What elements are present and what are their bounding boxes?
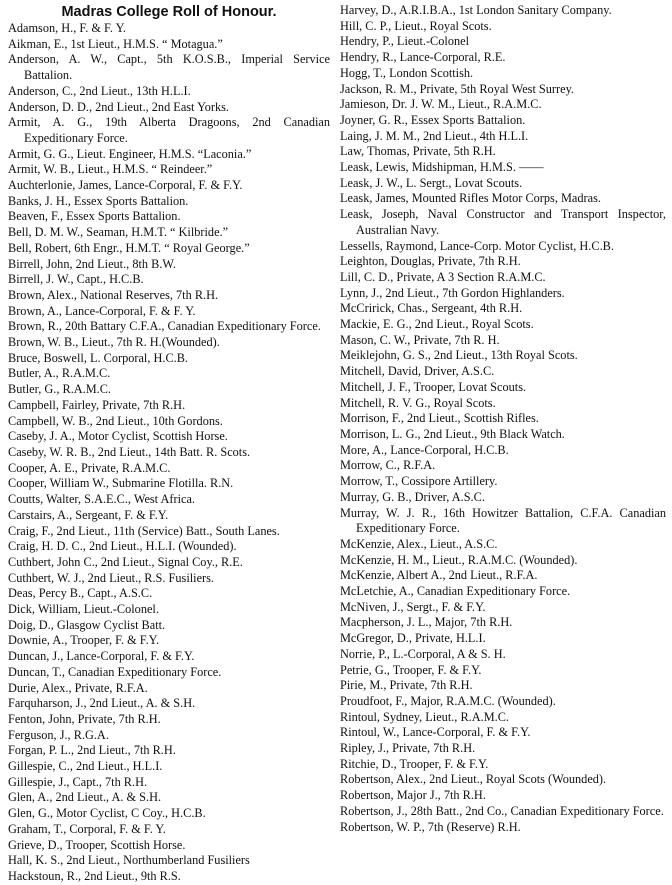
- honour-entry: Cooper, William W., Submarine Flotilla. R.N.: [8, 476, 234, 491]
- honour-entry: Butler, G., R.A.M.C.: [8, 382, 112, 397]
- honour-entry: Campbell, W. B., 2nd Lieut., 10th Gordons.: [8, 413, 223, 428]
- honour-entry: Meiklejohn, G. S., 2nd Lieut., 13th Royal Scots.: [340, 348, 578, 363]
- honour-entry: Craig, F., 2nd Lieut., 11th (Service) Batt., South Lanes.: [8, 523, 280, 538]
- honour-entry: Hackstoun, R., 2nd Lieut., 9th R.S.: [8, 868, 181, 883]
- honour-entry: Norrie, P., L.-Corporal, A & S. H.: [340, 646, 506, 661]
- honour-entry: Murray, W. J. R., 16th Howitzer Battalion, C.F.A. Canadian Expeditionary Force.: [340, 505, 666, 536]
- honour-entry: Hill, C. P., Lieut., Royal Scots.: [340, 18, 492, 33]
- honour-entry: Mackie, E. G., 2nd Lieut., Royal Scots.: [340, 317, 534, 332]
- honour-entry: McLetchie, A., Canadian Expeditionary Force.: [340, 584, 571, 599]
- honour-entry: Leask, James, Mounted Rifles Motor Corps, Madras.: [340, 191, 601, 206]
- honour-entry: McCririck, Chas., Sergeant, 4th R.H.: [340, 301, 523, 316]
- honour-entry: Bell, Robert, 6th Engr., H.M.T. “ Royal George.”: [8, 240, 250, 255]
- honour-entry: Auchterlonie, James, Lance-Corporal, F. & F.Y.: [8, 178, 243, 193]
- honour-entry: Bell, D. M. W., Seaman, H.M.T. “ Kilbride.”: [8, 225, 229, 240]
- honour-entry: Butler, A., R.A.M.C.: [8, 366, 111, 381]
- honour-entry: Brown, W. B., Lieut., 7th R. H.(Wounded).: [8, 335, 220, 350]
- honour-entry: Leask, Lewis, Midshipman, H.M.S. ——: [340, 160, 544, 175]
- honour-entry: Anderson, D. D., 2nd Lieut., 2nd East Yorks.: [8, 99, 229, 114]
- honour-entry: Mason, C. W., Private, 7th R. H.: [340, 332, 500, 347]
- honour-entry: Hendry, P., Lieut.-Colonel: [340, 34, 469, 49]
- honour-entry: Lill, C. D., Private, A 3 Section R.A.M.C.: [340, 269, 546, 284]
- honour-entry: Adamson, H., F. & F. Y.: [8, 21, 126, 35]
- honour-entry: Law, Thomas, Private, 5th R.H.: [340, 144, 496, 159]
- honour-entry: Glen, G., Motor Cyclist, C Coy., H.C.B.: [8, 806, 206, 821]
- right-entry-list: [340, 3, 666, 835]
- honour-entry: Grieve, D., Trooper, Scottish Horse.: [8, 837, 186, 852]
- honour-entry: Beaven, F., Essex Sports Battalion.: [8, 209, 181, 224]
- honour-entry: Banks, J. H., Essex Sports Battalion.: [8, 193, 189, 208]
- honour-entry: Morrison, L. G., 2nd Lieut., 9th Black Watch.: [340, 426, 565, 441]
- honour-entry: Bruce, Boswell, L. Corporal, H.C.B.: [8, 350, 188, 365]
- honour-entry: Morrow, T., Cossipore Artillery.: [340, 474, 498, 489]
- left-entry-list: [8, 21, 330, 885]
- honour-entry: Ritchie, D., Trooper, F. & F.Y.: [340, 756, 489, 771]
- page-heading: Madras College Roll of Honour.: [61, 4, 277, 20]
- honour-entry: Mitchell, David, Driver, A.S.C.: [340, 364, 495, 379]
- honour-entry: Petrie, G., Trooper, F. & F.Y.: [340, 662, 482, 677]
- honour-entry: Lessells, Raymond, Lance-Corp. Motor Cyclist, H.C.B.: [340, 238, 614, 253]
- honour-entry: Leighton, Douglas, Private, 7th R.H.: [340, 254, 521, 269]
- honour-entry: Caseby, W. R. B., 2nd Lieut., 14th Batt. R. Scots.: [8, 444, 251, 459]
- honour-entry: Armit, A. G., 19th Alberta Dragoons, 2nd Canadian Expeditionary Force.: [8, 115, 330, 145]
- honour-entry: McKenzie, Alex., Lieut., A.S.C.: [340, 536, 498, 551]
- honour-entry: Robertson, W. P., 7th (Reserve) R.H.: [340, 819, 521, 834]
- honour-entry: Jackson, R. M., Private, 5th Royal West Surrey.: [340, 81, 574, 96]
- honour-entry: Ripley, J., Private, 7th R.H.: [340, 741, 476, 756]
- honour-entry: Deas, Percy B., Capt., A.S.C.: [8, 586, 153, 601]
- honour-entry: Murray, G. B., Driver, A.S.C.: [340, 489, 485, 504]
- honour-entry: Glen, A., 2nd Lieut., A. & S.H.: [8, 790, 162, 805]
- honour-entry: Aikman, E., 1st Lieut., H.M.S. “ Motagua.”: [8, 36, 223, 51]
- honour-entry: Coutts, Walter, S.A.E.C., West Africa.: [8, 492, 195, 507]
- honour-entry: McKenzie, H. M., Lieut., R.A.M.C. (Wounded).: [340, 552, 578, 567]
- honour-entry: Mitchell, J. F., Trooper, Lovat Scouts.: [340, 379, 527, 394]
- honour-entry: Hendry, R., Lance-Corporal, R.E.: [340, 50, 506, 65]
- honour-entry: Hogg, T., London Scottish.: [340, 65, 474, 80]
- honour-entry: Lynn, J., 2nd Lieut., 7th Gordon Highlanders.: [340, 285, 565, 300]
- honour-entry: Farquharson, J., 2nd Lieut., A. & S.H.: [8, 696, 196, 711]
- honour-entry: Graham, T., Corporal, F. & F. Y.: [8, 821, 166, 836]
- honour-entry: Fenton, John, Private, 7th R.H.: [8, 711, 161, 726]
- honour-entry: Birrell, J. W., Capt., H.C.B.: [8, 272, 144, 287]
- honour-entry: Cuthbert, W. J., 2nd Lieut., R.S. Fusiliers.: [8, 570, 214, 585]
- honour-entry: Pirie, M., Private, 7th R.H.: [340, 678, 473, 693]
- honour-entry: Rintoul, Sydney, Lieut., R.A.M.C.: [340, 709, 509, 724]
- honour-entry: Laing, J. M. M., 2nd Lieut., 4th H.L.I.: [340, 128, 529, 143]
- honour-entry: Rintoul, W., Lance-Corporal, F. & F.Y.: [340, 725, 531, 740]
- honour-entry: Anderson, A. W., Capt., 5th K.O.S.B., Imperial Service Battalion.: [8, 52, 330, 83]
- honour-entry: More, A., Lance-Corporal, H.C.B.: [340, 442, 509, 457]
- honour-entry: Craig, H. D. C., 2nd Lieut., H.L.I. (Wounded).: [8, 539, 237, 554]
- honour-entry: Robertson, Alex., 2nd Lieut., Royal Scots (Wounded).: [340, 772, 607, 787]
- honour-entry: Armit, W. B., Lieut., H.M.S. “ Reindeer.”: [8, 162, 213, 177]
- honour-entry: Brown, R., 20th Battary C.F.A., Canadian Expeditionary Force.: [8, 319, 321, 334]
- honour-entry: Downie, A., Trooper, F. & F.Y.: [8, 633, 160, 648]
- honour-entry: Robertson, J., 28th Batt., 2nd Co., Canadian Expeditionary Force.: [340, 803, 664, 818]
- honour-entry: Cooper, A. E., Private, R.A.M.C.: [8, 460, 171, 475]
- honour-entry: Birrell, John, 2nd Lieut., 8th B.W.: [8, 256, 176, 271]
- honour-entry: Robertson, Major J., 7th R.H.: [340, 788, 486, 803]
- honour-entry: Carstairs, A., Sergeant, F. & F.Y.: [8, 507, 169, 522]
- honour-entry: McKenzie, Albert A., 2nd Lieut., R.F.A.: [340, 568, 538, 583]
- honour-entry: Anderson, C., 2nd Lieut., 13th H.L.I.: [8, 83, 191, 98]
- right-column: [340, 3, 666, 835]
- honour-entry: Gillespie, J., Capt., 7th R.H.: [8, 774, 148, 789]
- honour-entry: Campbell, Fairley, Private, 7th R.H.: [8, 397, 186, 412]
- honour-entry: Brown, A., Lance-Corporal, F. & F. Y.: [8, 303, 196, 318]
- honour-entry: McGregor, D., Private, H.L.I.: [340, 631, 486, 646]
- honour-entry: Morrow, C., R.F.A.: [340, 458, 436, 473]
- honour-entry: Duncan, J., Lance-Corporal, F. & F.Y.: [8, 649, 195, 664]
- honour-entry: Caseby, J. A., Motor Cyclist, Scottish Horse.: [8, 429, 228, 444]
- honour-entry: Joyner, G. R., Essex Sports Battalion.: [340, 112, 526, 127]
- honour-entry: Macpherson, J. L., Major, 7th R.H.: [340, 615, 513, 630]
- honour-entry: Hall, K. S., 2nd Lieut., Northumberland Fusiliers: [8, 853, 250, 868]
- left-column: [8, 3, 330, 885]
- honour-entry: Leask, Joseph, Naval Constructor and Transport Inspector, Australian Navy.: [340, 207, 666, 237]
- honour-entry: Dick, William, Lieut.-Colonel.: [8, 602, 159, 617]
- honour-entry: Ferguson, J., R.G.A.: [8, 727, 109, 742]
- honour-entry: Durie, Alex., Private, R.F.A.: [8, 680, 148, 695]
- honour-entry: Mitchell, R. V. G., Royal Scots.: [340, 395, 496, 410]
- honour-entry: Cuthbert, John C., 2nd Lieut., Signal Coy., R.E.: [8, 554, 243, 569]
- honour-entry: Duncan, T., Canadian Expeditionary Force.: [8, 664, 222, 679]
- honour-entry: Leask, J. W., L. Sergt., Lovat Scouts.: [340, 175, 523, 190]
- honour-entry: Doig, D., Glasgow Cyclist Batt.: [8, 617, 166, 632]
- honour-entry: Brown, Alex., National Reserves, 7th R.H.: [8, 287, 219, 302]
- honour-entry: Proudfoot, F., Major, R.A.M.C. (Wounded).: [340, 693, 556, 708]
- honour-entry: Morrison, F., 2nd Lieut., Scottish Rifles.: [340, 411, 539, 426]
- honour-entry: Gillespie, C., 2nd Lieut., H.L.I.: [8, 759, 163, 774]
- honour-entry: Harvey, D., A.R.I.B.A., 1st London Sanitary Company.: [340, 3, 612, 17]
- honour-entry: Armit, G. G., Lieut. Engineer, H.M.S. “Laconia.”: [8, 146, 252, 161]
- honour-entry: Forgan, P. L., 2nd Lieut., 7th R.H.: [8, 743, 176, 758]
- honour-entry: Jamieson, Dr. J. W. M., Lieut., R.A.M.C.: [340, 97, 542, 112]
- honour-entry: McNiven, J., Sergt., F. & F.Y.: [340, 599, 486, 614]
